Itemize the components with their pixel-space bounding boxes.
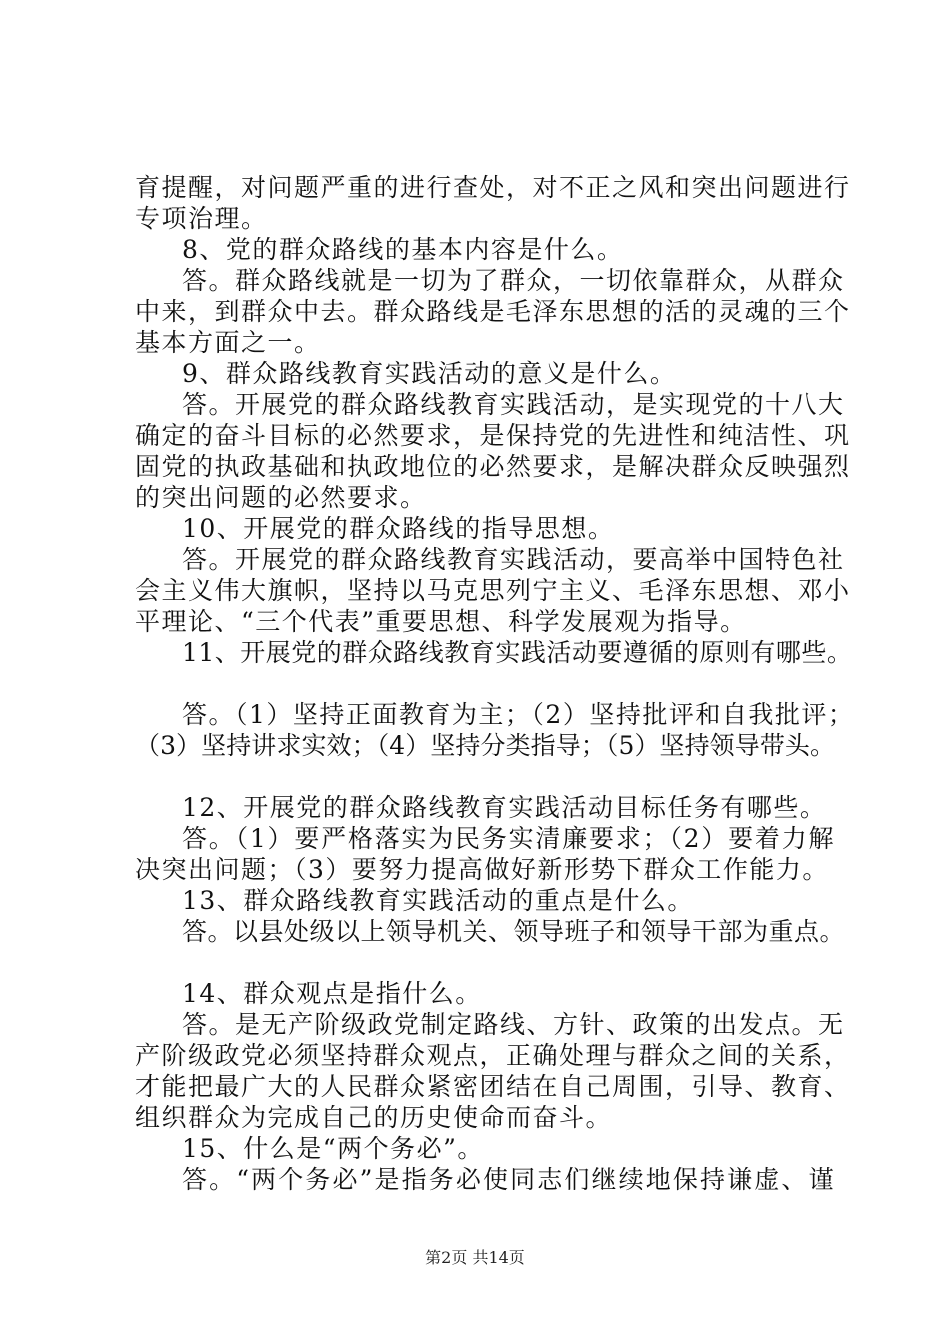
text-line: （3）坚持讲求实效；（4）坚持分类指导；（5）坚持领导带头。 [135, 731, 835, 760]
question-heading: 14、群众观点是指什么。 [182, 979, 482, 1008]
text-line: 确定的奋斗目标的必然要求，是保持党的先进性和纯洁性、巩 [135, 421, 851, 450]
text-line: 才能把最广大的人民群众紧密团结在自己周围，引导、教育、 [135, 1072, 851, 1101]
text-line: 基本方面之一。 [135, 328, 321, 357]
page-footer [0, 1245, 950, 1268]
question-heading: 9、群众路线教育实践活动的意义是什么。 [182, 359, 677, 388]
answer-line: 答。开展党的群众路线教育实践活动，是实现党的十八大 [182, 390, 845, 419]
answer-line: 答。（1）要严格落实为民务实清廉要求；（2）要着力解 [182, 824, 835, 853]
blank-line [135, 761, 835, 792]
text-line: 组织群众为完成自己的历史使命而奋斗。 [135, 1103, 613, 1132]
text-line: 会主义伟大旗帜，坚持以马克思列宁主义、毛泽东思想、邓小 [135, 576, 851, 605]
text-line: 的突出问题的必然要求。 [135, 483, 427, 512]
answer-line: 答。以县处级以上领导机关、领导班子和领导干部为重点。 [182, 917, 846, 946]
answer-line: 答。是无产阶级政党制定路线、方针、政策的出发点。无 [182, 1010, 845, 1039]
page-number-label: 第2页 共14页 [425, 1248, 525, 1267]
question-heading: 11、开展党的群众路线教育实践活动要遵循的原则有哪些。 [182, 638, 853, 667]
answer-line: 答。“两个务必”是指务必使同志们继续地保持谦虚、谨 [182, 1165, 835, 1194]
document-body [135, 172, 855, 1195]
question-heading: 15、什么是“两个务必”。 [182, 1134, 484, 1163]
text-line: 产阶级政党必须坚持群众观点，正确处理与群众之间的关系， [135, 1041, 851, 1070]
text-line: 平理论、“三个代表”重要思想、科学发展观为指导。 [135, 607, 747, 636]
answer-line: 答。（1）坚持正面教育为主；（2）坚持批评和自我批评； [182, 700, 855, 729]
answer-line: 答。群众路线就是一切为了群众，一切依靠群众，从群众 [182, 266, 845, 295]
question-heading: 10、开展党的群众路线的指导思想。 [182, 514, 615, 543]
question-heading: 13、群众路线教育实践活动的重点是什么。 [182, 886, 694, 915]
blank-line [135, 947, 835, 978]
text-line: 决突出问题；（3）要努力提高做好新形势下群众工作能力。 [135, 855, 829, 884]
text-line: 育提醒，对问题严重的进行查处，对不正之风和突出问题进行 [135, 173, 851, 202]
question-heading: 8、党的群众路线的基本内容是什么。 [182, 235, 624, 264]
answer-line: 答。开展党的群众路线教育实践活动，要高举中国特色社 [182, 545, 845, 574]
text-line: 固党的执政基础和执政地位的必然要求，是解决群众反映强烈 [135, 452, 851, 481]
question-heading: 12、开展党的群众路线教育实践活动目标任务有哪些。 [182, 793, 827, 822]
text-line: 中来，到群众中去。群众路线是毛泽东思想的活的灵魂的三个 [135, 297, 851, 326]
text-line: 专项治理。 [135, 204, 268, 233]
blank-line [135, 668, 835, 699]
